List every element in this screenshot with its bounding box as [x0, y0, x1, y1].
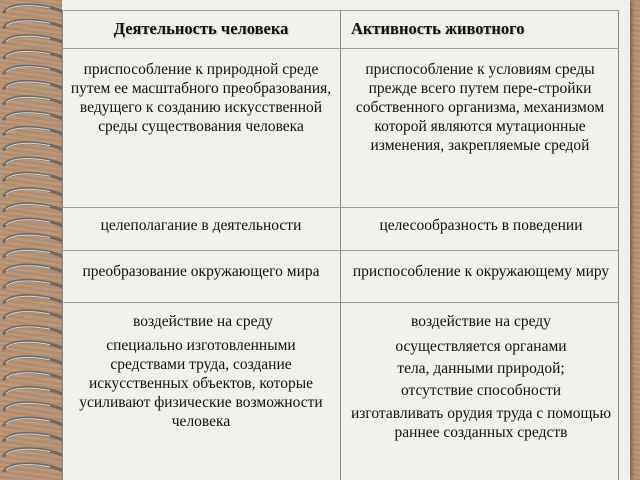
spiral-ring: [4, 311, 69, 323]
column-divider: [340, 10, 341, 480]
spiral-ring: [4, 189, 69, 201]
table-border-top: [62, 10, 619, 11]
row-divider: [62, 207, 619, 208]
spiral-ring: [4, 433, 69, 445]
spiral-ring: [4, 173, 69, 185]
spiral-ring: [4, 250, 69, 262]
spiral-ring: [4, 403, 69, 415]
spiral-ring: [4, 97, 69, 109]
spiral-ring: [4, 20, 69, 32]
spiral-ring: [4, 36, 69, 48]
row2-human: целеполагание в деятельности: [100, 217, 302, 234]
row-divider: [62, 250, 619, 251]
spiral-ring: [4, 81, 69, 93]
row3-human: преобразование окружающего мира: [82, 263, 320, 280]
spiral-ring: [4, 127, 69, 139]
spiral-ring: [4, 372, 69, 384]
comparison-table: [62, 0, 630, 480]
row4-animal-line: осуществляется органами: [395, 338, 567, 355]
header-animal-activity: Активность животного: [351, 19, 525, 38]
spiral-ring: [4, 280, 69, 292]
spiral-ring: [4, 51, 69, 63]
row4-animal: [348, 336, 614, 442]
spiral-ring: [4, 112, 69, 124]
spiral-ring: [4, 66, 69, 78]
row3-animal: приспособление к окружающему миру: [352, 263, 610, 280]
spiral-ring: [4, 5, 69, 17]
row1-human: приспособление к природной среде путем ее масштабного преобразования, ведущего к созданию искусственной среды существования человека: [70, 61, 332, 135]
row4-animal-line: отсутствие способности: [400, 382, 562, 399]
spiral-ring: [4, 449, 69, 461]
spiral-binding: [0, 0, 70, 480]
spiral-ring: [4, 418, 69, 430]
spiral-ring: [4, 265, 69, 277]
row4-human: специально изготовленными средствами труда, создание искусственных объектов, которые усиливают физические возможности человека: [79, 337, 323, 430]
header-divider: [62, 48, 619, 49]
spiral-ring: [4, 204, 69, 216]
row4-animal-line: изготавливать орудия труда с помощью раннее созданных средств: [350, 405, 612, 441]
spiral-ring: [4, 342, 69, 354]
table-border-left: [62, 10, 63, 480]
spiral-ring: [4, 296, 69, 308]
row-divider: [62, 302, 619, 303]
spiral-ring: [4, 326, 69, 338]
spiral-ring: [4, 143, 69, 155]
row4-human-title: воздействие на среду: [133, 313, 273, 330]
table-border-right: [618, 10, 619, 480]
row4-animal-title: воздействие на среду: [411, 313, 551, 330]
spiral-ring: [4, 387, 69, 399]
spiral-ring: [4, 158, 69, 170]
header-human-activity: Деятельность человека: [113, 19, 289, 38]
spiral-ring: [4, 464, 69, 476]
spiral-ring: [4, 234, 69, 246]
spiral-ring: [4, 357, 69, 369]
row1-animal: приспособление к условиям среды прежде всего путем пере-стройки собственного организма, механизмом которой являются мутационные изменения, закрепляемые средой: [355, 61, 605, 154]
row2-animal: целесообразность в поведении: [379, 217, 583, 234]
row4-animal-line: тела, данными природой;: [397, 360, 565, 377]
spiral-ring: [4, 219, 69, 231]
